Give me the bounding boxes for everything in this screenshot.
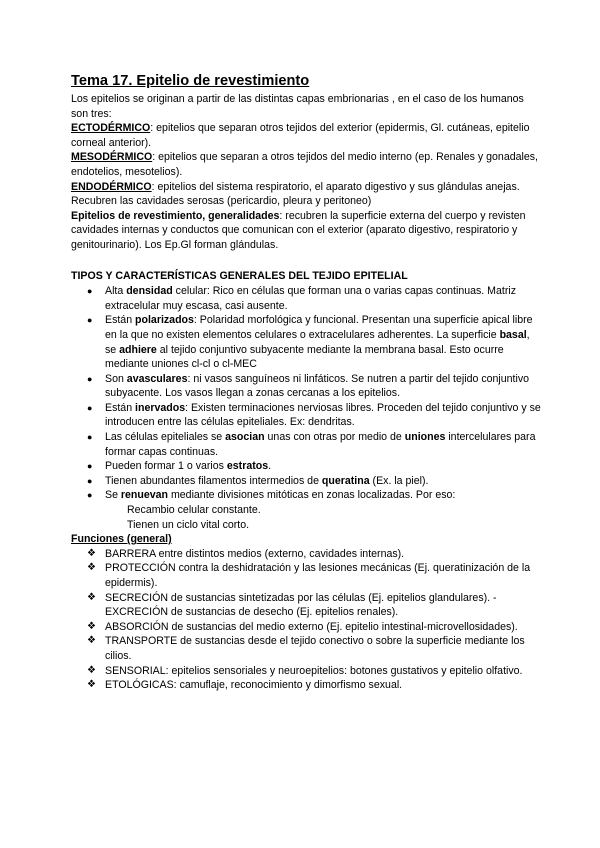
characteristic-text: Las células epiteliales se — [105, 431, 226, 444]
characteristic-keyword: renuevan — [120, 489, 169, 502]
characteristic-text: Tienen abundantes filamentos intermedios de — [105, 474, 322, 487]
characteristic-keyword: densidad — [126, 285, 173, 298]
characteristic-keyword: polarizados — [135, 314, 194, 327]
layer-mesodermico — [71, 150, 541, 179]
characteristic-text: . — [268, 460, 272, 473]
layer-sep: : — [151, 180, 158, 193]
general-text: : recubren la superficie externa del cuerpo y revisten cavidades internas y conductos que comunican con el exterior (aparato digestivo, respiratorio y genitourinario). Los Ep.Gl forman glándulas. — [71, 209, 526, 251]
layer-text: epitelios que separan otros tejidos del exterior (epidermis, Gl. cutáneas, epitelio corneal anterior). — [71, 122, 530, 149]
characteristic-text: Están — [105, 314, 136, 327]
characteristic-item — [87, 430, 541, 459]
characteristic-keyword: inervados — [135, 401, 186, 414]
characteristic-text: Están — [105, 401, 136, 414]
characteristic-keyword: uniones — [404, 431, 446, 444]
function-item: ❖ PROTECCIÓN contra la deshidratación y las lesiones mecánicas (Ej. queratinización de la epidermis). — [87, 561, 541, 590]
page-title: Tema 17. Epitelio de revestimiento — [71, 73, 310, 89]
layer-endodermico — [71, 180, 541, 209]
layer-sep: : — [150, 122, 157, 135]
intro-paragraph: Los epitelios se originan a partir de las distintas capas embrionarias , en el caso de los humanos son tres: — [71, 93, 524, 120]
characteristic-keyword: adhiere — [119, 343, 157, 356]
function-item: ❖ ABSORCIÓN de sustancias del medio externo (Ej. epitelio intestinal-microvellosidades). — [87, 620, 541, 635]
function-item: ❖ TRANSPORTE de sustancias desde el tejido conectivo o sobre la superficie mediante los cilios. — [87, 634, 541, 663]
section-title: TIPOS Y CARACTERÍSTICAS GENERALES DEL TEJIDO EPITELIAL — [71, 269, 408, 282]
characteristic-text: mediante divisiones mitóticas en zonas localizadas. Por eso: — [168, 489, 456, 502]
characteristic-keyword: basal — [499, 328, 527, 341]
characteristic-text: Son — [105, 372, 127, 385]
function-item: ❖ SECRECIÓN de sustancias sintetizadas por las células (Ej. epitelios glandulares). - EXCRECIÓN de sustancias de desecho (Ej. epitelios renales). — [87, 591, 541, 620]
functions-title: Funciones (general) — [71, 533, 172, 546]
layer-ectodermico — [71, 121, 541, 150]
characteristic-item — [87, 401, 541, 430]
renewal-sub-item: Tienen un ciclo vital corto. — [127, 518, 250, 531]
functions-list — [71, 547, 541, 693]
layer-label: MESODÉRMICO — [71, 151, 153, 164]
characteristic-text: al tejido conjuntivo subyacente mediante la membrana basal. Esto ocurre mediante uniones cl-cl o cl-MEC — [105, 343, 504, 371]
document-content — [71, 72, 541, 693]
characteristic-text: Se — [105, 489, 121, 502]
function-item: ❖ SENSORIAL: epitelios sensoriales y neuroepitelios: botones gustativos y epitelio olfativo. — [87, 664, 541, 679]
characteristic-text: intercelulares para formar capas continuas. — [105, 431, 536, 458]
characteristic-text: : ni vasos sanguíneos ni linfáticos. Se nutren a partir del tejido conjuntivo subyacente. Los vasos llegan a zonas cercanas a los epitelios. — [105, 372, 530, 400]
characteristic-text: : Polaridad morfológica y funcional. Presentan una superficie apical libre en la que no existen elementos celulares o extracelulares adherentes. La superficie — [105, 314, 533, 341]
characteristic-keyword: asocian — [225, 431, 265, 444]
characteristic-item — [87, 284, 541, 313]
characteristic-item — [87, 474, 541, 489]
characteristic-text: unas con otras por medio de — [264, 431, 405, 444]
characteristic-text: , se — [105, 328, 530, 356]
layer-text: epitelios del sistema respiratorio, el aparato digestivo y sus glándulas anejas. Recubren las cavidades serosas (pericardio, pleura y peritoneo) — [71, 180, 520, 208]
layer-label: ECTODÉRMICO — [71, 122, 151, 135]
function-item: ❖ BARRERA entre distintos medios (externo, cavidades internas). — [87, 547, 541, 562]
characteristics-list — [71, 284, 541, 503]
layer-text: epitelios que separan a otros tejidos del medio interno (ep. Renales y gonadales, endotelios, mesotelios). — [71, 151, 538, 178]
characteristic-keyword: queratina — [321, 474, 370, 487]
characteristic-text: celular: Rico en células que forman una o varias capas continuas. Matriz extracelular muy escasa, casi ausente. — [105, 285, 517, 312]
characteristic-text: : Existen terminaciones nerviosas libres. Proceden del tejido conjuntivo y se introducen entre las células epiteliales. Ex: dendritas. — [105, 401, 541, 429]
layer-label: ENDODÉRMICO — [71, 180, 152, 193]
characteristic-text: Pueden formar 1 o varios — [105, 460, 227, 473]
characteristic-text: (Ex. la piel). — [369, 474, 429, 487]
general-paragraph — [71, 209, 541, 253]
characteristic-item — [87, 313, 541, 371]
characteristic-item — [87, 488, 541, 503]
characteristic-keyword: avasculares — [126, 372, 188, 385]
characteristic-item — [87, 372, 541, 401]
general-label: Epitelios de revestimiento, generalidades — [71, 209, 280, 222]
function-item: ❖ ETOLÓGICAS: camuflaje, reconocimiento y dimorfismo sexual. — [87, 678, 541, 693]
characteristic-keyword: estratos — [226, 460, 269, 473]
characteristic-text: Alta — [105, 285, 127, 298]
characteristic-item — [87, 459, 541, 474]
layer-sep: : — [152, 151, 159, 164]
renewal-sub-item: Recambio celular constante. — [127, 504, 261, 517]
